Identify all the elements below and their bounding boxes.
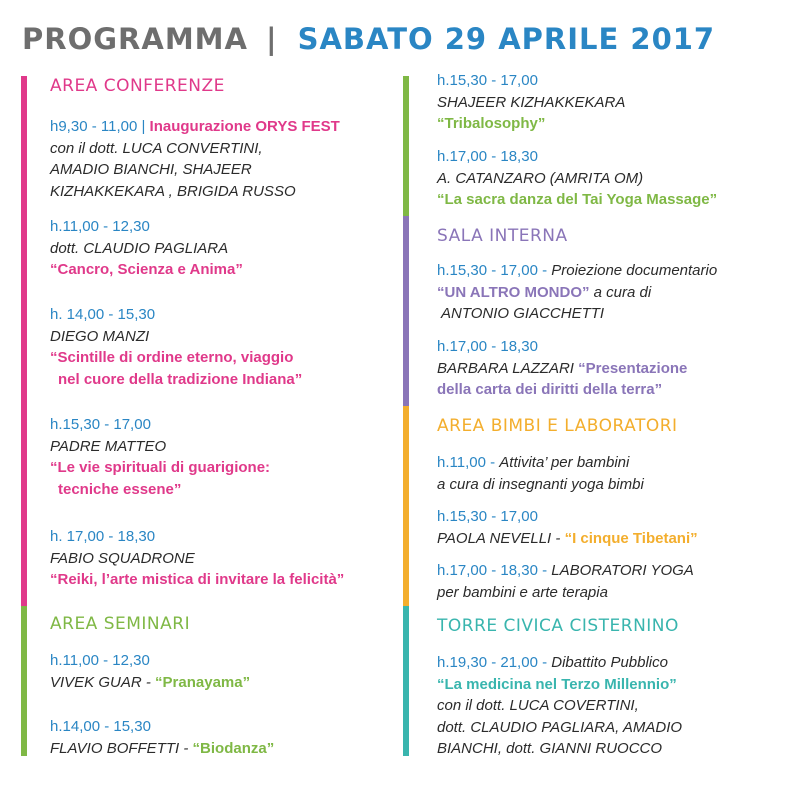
entry-time: h.15,30 - 17,00 - <box>437 262 548 279</box>
entry-time: h. 17,00 - 18,30 <box>50 528 156 545</box>
conferenze-entry-1 <box>50 116 340 202</box>
entry-time: h.17,00 - 18,30 - <box>437 562 548 579</box>
entry-description: LABORATORI YOGA <box>551 562 694 579</box>
seminari-entry-1 <box>50 650 250 693</box>
conferenze-bar <box>21 76 27 606</box>
entry-title: Inaugurazione ORYS FEST <box>149 118 340 135</box>
section-title-torre: TORRE CIVICA CISTERNINO <box>437 616 679 636</box>
entry-time: h.17,00 - 18,30 <box>437 148 538 165</box>
entry-title: “Cancro, Scienza e Anima” <box>50 261 243 278</box>
entry-speaker: BIANCHI, dott. GIANNI RUOCCO <box>437 740 663 757</box>
seminari-entry-4 <box>437 146 717 211</box>
entry-title: “La sacra danza del Tai Yoga Massage” <box>437 191 718 208</box>
entry-speaker: DIEGO MANZI <box>50 327 150 345</box>
entry-speaker: FABIO SQUADRONE <box>50 549 195 567</box>
entry-time: h.11,00 - 12,30 <box>50 218 150 235</box>
entry-title: tecniche essene” <box>58 480 182 498</box>
entry-title: “Scintille di ordine eterno, viaggio <box>50 349 294 366</box>
entry-speaker: con il dott. LUCA COVERTINI, <box>437 697 639 714</box>
entry-description: Proiezione documentario <box>551 262 718 279</box>
section-title-conferenze: AREA CONFERENZE <box>50 76 225 96</box>
bimbi-entry-2 <box>437 506 698 549</box>
entry-speaker: PAOLA NEVELLI - <box>437 529 561 547</box>
entry-title: “UN ALTRO MONDO” <box>437 283 590 301</box>
entry-title: “Tribalosophy” <box>437 115 546 132</box>
entry-title: “Reiki, l’arte mistica di invitare la felicità” <box>50 571 345 588</box>
entry-speaker: AMADIO BIANCHI, SHAJEER <box>50 161 252 178</box>
conferenze-entry-3 <box>50 304 302 390</box>
section-title-sala-interna: SALA INTERNA <box>437 226 568 246</box>
entry-speaker: VIVEK GUAR - <box>50 673 151 691</box>
entry-time: h.11,00 - <box>437 454 496 471</box>
bimbi-bar <box>403 406 409 606</box>
conferenze-entry-2 <box>50 216 243 281</box>
entry-speaker: FLAVIO BOFFETTI - <box>50 739 189 757</box>
seminari-bar <box>21 606 27 756</box>
entry-speaker: con il dott. LUCA CONVERTINI, <box>50 139 263 157</box>
entry-title: nel cuore della tradizione Indiana” <box>58 370 303 388</box>
entry-title: “Pranayama” <box>155 673 251 691</box>
entry-time: h.15,30 - 17,00 <box>437 508 538 525</box>
torre-bar <box>403 606 409 756</box>
entry-time: h.14,00 - 15,30 <box>50 718 151 735</box>
entry-time: h9,30 - 11,00 | <box>50 118 146 135</box>
entry-description: per bambini e arte terapia <box>437 583 608 601</box>
entry-speaker: PADRE MATTEO <box>50 437 167 455</box>
entry-time: h.15,30 - 17,00 <box>50 416 151 433</box>
header-separator: | <box>265 22 278 56</box>
sala-interna-bar <box>403 216 409 406</box>
section-title-seminari: AREA SEMINARI <box>50 614 191 634</box>
entry-description: Attivita’ per bambini <box>499 454 630 471</box>
entry-description: a cura di insegnanti yoga bimbi <box>437 475 644 493</box>
program-label: PROGRAMMA <box>22 22 248 56</box>
bimbi-entry-3 <box>437 560 694 603</box>
entry-time: h.19,30 - 21,00 - <box>437 654 548 671</box>
entry-title: “I cinque Tibetani” <box>564 529 698 547</box>
entry-description: Dibattito Pubblico <box>551 654 668 671</box>
conferenze-entry-5 <box>50 526 344 591</box>
seminari-entry-2 <box>50 716 274 759</box>
entry-curator-label: a cura di <box>593 283 652 301</box>
sala-interna-entry-1 <box>437 260 717 325</box>
entry-time: h. 14,00 - 15,30 <box>50 306 156 323</box>
bimbi-entry-1 <box>437 452 644 495</box>
entry-title: “Biodanza” <box>192 739 275 757</box>
seminari-entry-3 <box>437 70 625 135</box>
torre-entry-1 <box>437 652 682 760</box>
entry-speaker: A. CATANZARO (AMRITA OM) <box>437 169 644 187</box>
entry-speaker: dott. CLAUDIO PAGLIARA, AMADIO <box>437 718 683 736</box>
entry-title: “Presentazione <box>578 359 688 377</box>
entry-title: “Le vie spirituali di guarigione: <box>50 459 271 476</box>
entry-speaker: KIZHAKKEKARA , BRIGIDA RUSSO <box>50 182 296 200</box>
entry-speaker: BARBARA LAZZARI <box>437 359 574 377</box>
conferenze-entry-4 <box>50 414 270 500</box>
entry-time: h.11,00 - 12,30 <box>50 652 150 669</box>
entry-time: h.15,30 - 17,00 <box>437 72 538 89</box>
section-title-bimbi: AREA BIMBI E LABORATORI <box>437 416 678 436</box>
entry-speaker: dott. CLAUDIO PAGLIARA <box>50 239 229 257</box>
entry-title: della carta dei diritti della terra” <box>437 381 663 398</box>
entry-speaker: ANTONIO GIACCHETTI <box>441 305 605 322</box>
entry-speaker: SHAJEER KIZHAKKEKARA <box>437 93 626 111</box>
seminari-bar-right <box>403 76 409 216</box>
page-header <box>22 22 715 62</box>
entry-time: h.17,00 - 18,30 <box>437 338 538 355</box>
sala-interna-entry-2 <box>437 336 687 401</box>
program-date: SABATO 29 APRILE 2017 <box>297 22 716 56</box>
entry-title: “La medicina nel Terzo Millennio” <box>437 675 677 693</box>
